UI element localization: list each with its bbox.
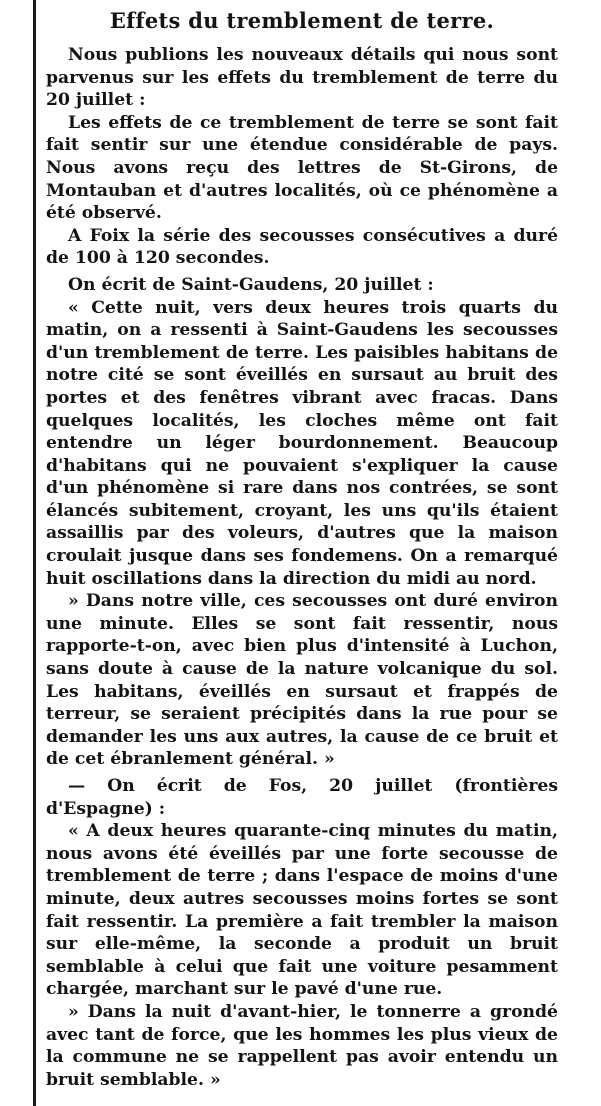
paragraph-fos-heading: — On écrit de Fos, 20 juillet (frontières d'Espagne) : [46,776,558,819]
column-rule [33,0,36,1106]
article-title: Effets du tremblement de terre. [109,8,495,33]
paragraph-intro: Nous publions les nouveaux détails qui nous sont parvenus sur les effets du tremblement de terre du 20 juillet : [46,45,558,111]
article [46,6,558,1091]
paragraph-effects: Les effets de ce tremblement de terre se sont fait fait sentir sur une étendue considérable de pays. Nous avons reçu des lettres de St-Girons, de Montauban et d'autres localités, où ce phénomène a été observé. [46,112,558,224]
paragraph-saint-gaudens-report: « Cette nuit, vers deux heures trois quarts du matin, on a ressenti à Saint-Gaudens les secousses d'un tremblement de terre. Les paisibles habitans de notre cité se sont éveillés en sursaut au bruit des portes et des fenêtres vibrant avec fracas. Dans quelques localités, les cloches même ont fait entendre un léger bourdonnement. Beaucoup d'habitans qui ne pouvaient s'expliquer la cause d'un phénomène si rare dans nos contrées, se sont élancés subitement, croyant, les uns qu'ils étaient assaillis par des voleurs, d'autres que la maison croulait jusque dans ses fondemens. On a remarqué huit oscillations dans la direction du midi au nord. [46,297,558,589]
paragraph-ville: » Dans notre ville, ces secousses ont duré environ une minute. Elles se sont fait ressentir, nous rapporte-t-on, avec bien plus d'intensité à Luchon, sans doute à cause de la nature volcanique du sol. Les habitans, éveillés en sursaut et frappés de terreur, se seraient précipités dans la rue pour se demander les uns aux autres, la cause de ce bruit et de cet ébranlement général. » [46,591,558,770]
paragraph-tonnerre: » Dans la nuit d'avant-hier, le tonnerre a grondé avec tant de force, que les hommes les plus vieux de la commune ne se rappellent pas avoir entendu un bruit semblable. » [46,1001,558,1090]
paragraph-saint-gaudens-heading: On écrit de Saint-Gaudens, 20 juillet : [68,274,434,295]
paragraph-foix: A Foix la série des secousses consécutives a duré de 100 à 120 secondes. [46,225,558,269]
paragraph-fos-report: « A deux heures quarante-cinq minutes du matin, nous avons été éveillés par une forte secousse de tremblement de terre ; dans l'espace de moins d'une minute, deux autres secousses moins fortes se sont fait ressentir. La première a fait trembler la maison sur elle-même, la seconde a produit un bruit semblable à celui que fait une voiture pesamment chargée, marchant sur le pavé d'une rue. [46,821,558,1000]
